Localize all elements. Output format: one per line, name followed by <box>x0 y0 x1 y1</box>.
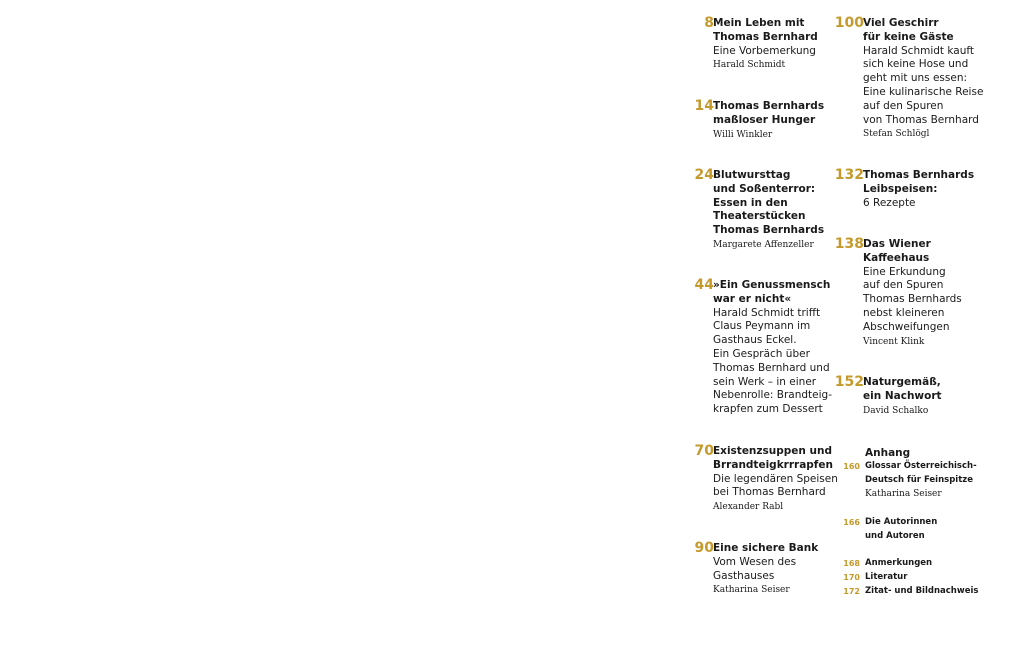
entry-title: Mein Leben mit Thomas Bernhard <box>713 17 818 43</box>
page-number: 170 <box>843 573 860 582</box>
page-number: 168 <box>843 559 860 568</box>
entry-title: Naturgemäß, ein Nachwort <box>863 376 942 402</box>
entry-title: Das Wiener Kaffeehaus <box>863 238 931 264</box>
entry-subtitle: 6 Rezepte <box>863 196 916 209</box>
entry-title: Eine sichere Bank <box>713 542 819 554</box>
page-number: 24 <box>694 167 714 183</box>
page-number: 166 <box>843 518 860 527</box>
page-number: 44 <box>694 277 714 293</box>
entry-author: David Schalko <box>863 405 929 416</box>
entry-author: Harald Schmidt <box>713 60 786 71</box>
entry-title: Literatur <box>865 572 908 582</box>
page-number: 132 <box>834 167 864 183</box>
entry-title: Existenzsuppen und Brrandteigkrrrapfen <box>713 445 833 471</box>
entry-title: »Ein Genussmensch war er nicht« <box>713 279 831 305</box>
entry-title: Die Autorinnen und Autoren <box>865 517 938 541</box>
entry-subtitle: Harald Schmidt trifft Claus Peymann im Gasthaus Eckel. Ein Gespräch über Thomas Bernhard und sein Werk – in einer Nebenrolle: Brandteig- krapfen zum Dessert <box>713 306 832 416</box>
appendix-heading: Anhang <box>865 447 911 459</box>
entry-author: Vincent Klink <box>863 336 925 347</box>
entry-author: Katharina Seiser <box>865 489 942 499</box>
page-number: 138 <box>834 236 864 252</box>
page-number: 152 <box>834 374 864 390</box>
entry-title: Glossar Österreichisch- Deutsch für Feinspitze <box>865 461 977 485</box>
page-number: 172 <box>843 587 860 596</box>
entry-author: Stefan Schlögl <box>863 129 930 140</box>
entry-title: Viel Geschirr für keine Gäste <box>863 17 954 43</box>
entry-subtitle: Eine Erkundung auf den Spuren Thomas Bernhards nebst kleineren Abschweifungen <box>863 265 962 333</box>
entry-subtitle: Harald Schmidt kauft sich keine Hose und geht mit uns essen: Eine kulinarische Reise auf den Spuren von Thomas Bernhard <box>863 44 984 126</box>
entry-title: Thomas Bernhards maßloser Hunger <box>713 100 825 126</box>
entry-author: Willi Winkler <box>713 129 773 140</box>
entry-author: Alexander Rabl <box>713 502 784 513</box>
entry-author: Margarete Affenzeller <box>713 239 814 250</box>
entry-subtitle: Eine Vorbemerkung <box>713 44 816 57</box>
page-number: 100 <box>834 15 864 31</box>
page-number: 70 <box>694 443 714 459</box>
entry-title: Thomas Bernhards Leibspeisen: <box>863 169 975 195</box>
entry-subtitle: Die legendären Speisen bei Thomas Bernhard <box>713 472 838 499</box>
page-number: 160 <box>843 462 860 471</box>
page-number: 8 <box>704 15 714 31</box>
entry-author: Katharina Seiser <box>713 585 790 596</box>
page-number: 14 <box>694 98 714 114</box>
entry-title: Anmerkungen <box>865 558 933 568</box>
page-number: 90 <box>694 540 714 556</box>
entry-subtitle: Vom Wesen des Gasthauses <box>713 555 797 582</box>
entry-title: Blutwursttag und Soßenterror: Essen in den Theaterstücken Thomas Bernhards <box>713 169 825 237</box>
entry-title: Zitat- und Bildnachweis <box>865 586 979 596</box>
